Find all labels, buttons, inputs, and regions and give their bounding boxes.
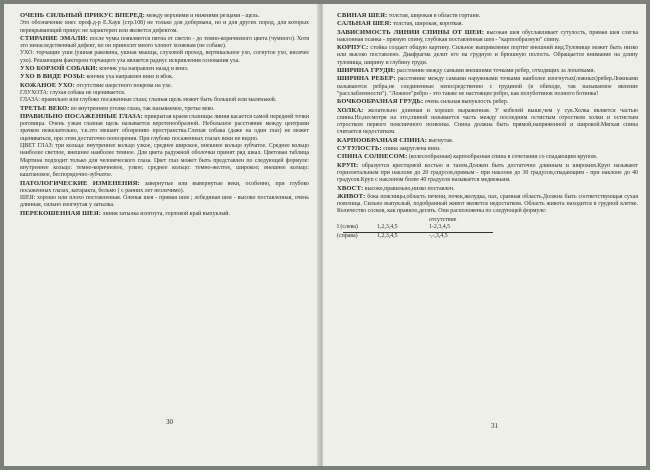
term-text: кончик уха направлен вниз и вбок. <box>85 74 174 81</box>
paragraph <box>20 105 309 113</box>
term-text: Это обозначение внес проф.д-р Е.Хаук (стр.108) не только для добермана, но и для других пород, для которых перекрывающий прикус не характерен или является дефектом. <box>20 20 309 34</box>
paragraph <box>337 185 638 193</box>
term-text: расстояние между самыми наружными точками наиболее изогнутых(ложных)ребер.Ложными называются ребра,не соединенные непосредственно с грудиной (в обиходе, так называемое явление "расслабленности"). "Ложное"ребро - это также не настоящее ребро, как полуботинок полного ботинка! <box>337 76 638 97</box>
page-number-right: 31 <box>491 422 498 430</box>
term-text: завернутые или вывернутые веки, особенно, при глубоко посаженных глазах, катаракта, бельмо ( с ранних лет незлечимо). <box>20 180 310 194</box>
term-heading: ПАТОЛОГИЧЕСКИЕ ИЗМЕНЕНИЯ: <box>20 179 140 187</box>
term-text: ГЛАЗА: правильно или глубоко посаженные глаза; глазная щель может быть большой или маленькой. <box>20 97 277 104</box>
paragraph <box>337 153 638 161</box>
left-page-text <box>20 12 309 218</box>
paragraph <box>20 50 309 65</box>
paragraph <box>337 44 638 67</box>
term-text: очень сильная выпуклость ребер. <box>423 99 509 106</box>
term-text: линия затылка изогнута, горловой край выпуклый. <box>101 210 230 217</box>
term-heading: ШИРИНА РЕБЕР: <box>337 75 396 83</box>
term-heading: БОЧКООБРАЗНАЯ ГРУДЬ: <box>337 98 424 106</box>
paragraph <box>337 67 638 75</box>
term-text: стойка создает общую картину. Сильное выпрямление портит внешний вид.Туловище может быть низко или высоко поставлено. Диафрагма делит его на грудную и брюшную полость. Обращается внимание на длину туловища, ширину и глубину груди. <box>337 45 638 66</box>
nipple-formula <box>337 217 638 241</box>
term-heading: КРУП: <box>337 161 359 169</box>
term-heading: ПЕРЕКОШЕННАЯ ШЕЯ: <box>20 209 102 217</box>
term-heading: ПРАВИЛЬНО ПОСАЖЕННЫЕ ГЛАЗА: <box>20 112 143 120</box>
term-heading: СВИНАЯ ШЕЯ: <box>337 12 388 19</box>
page-number-left: 30 <box>166 418 173 426</box>
formula-value: 1,2,3,4,5 <box>377 233 398 240</box>
term-text: ГЛУХОТА: глухая собака не оценивается. <box>20 89 126 96</box>
formula-value: 1-2,3,4,5 <box>429 224 451 231</box>
paragraph <box>337 145 638 153</box>
paragraph <box>337 162 638 185</box>
term-heading: КАРПООБРАЗНАЯ СПИНА: <box>337 136 427 144</box>
term-text: образуется крестцовой костью и тазом.Должен быть достаточно длинным и широким.Круп называют горизонтальным при наклоне до 20 градусов,прямым - при наклоне до 30 градусов,спадающим - при наклоне до 40 градусов.Круп с наклоном более 40 градусов называется медвежьим. <box>337 162 638 184</box>
formula-label: (справа) <box>337 233 358 240</box>
term-text: между верхними и нижними резцами - щель. <box>144 13 260 19</box>
term-heading: ШИРИНА ГРУДИ: <box>337 67 396 75</box>
term-heading: ТРЕТЬЕ ВЕКО: <box>20 104 70 112</box>
term-text: УХО: торчащие уши (ушная раковина, ушная мышца, слуховой проход, вертикальное ухо, согнутое ухо, висячее ухо). Решающим фактором торчащего уха является радиус искривления основания уха. <box>20 50 309 64</box>
paragraph <box>20 143 309 179</box>
formula-label: I (слева) <box>337 224 358 231</box>
term-text: расстояние между самыми внешними точками ребер, отходящих за лопатками. <box>395 68 596 75</box>
term-text: высоко,правильно,низко поставлен. <box>363 185 455 192</box>
term-heading: ХВОСТ: <box>337 184 364 192</box>
term-text: отсутствие шерстного покрова на ухе. <box>74 82 173 89</box>
term-heading: СПИНА СОЛНЕСОМ: <box>337 153 408 161</box>
formula-value: -,-,3,4,5 <box>429 233 448 240</box>
term-text: толстая, широкая в области гортани. <box>387 13 481 19</box>
term-heading: ЗАВИСИМОСТЬ ЛИНИИ СПИНЫ ОТ ШЕИ: <box>337 28 485 36</box>
term-text: (колесообразная) карпообразная спина в сочетании со спадающим крупом. <box>407 154 598 161</box>
term-heading: УХО В ВИДЕ РОЗЫ: <box>20 73 86 81</box>
paragraph <box>337 193 638 216</box>
term-text: во внутреннем уголке глаза, так называемое, третье веко. <box>69 105 215 112</box>
term-heading: ОЧЕНЬ СИЛЬНЫЙ ПРИКУС ВПЕРЕД: <box>20 12 145 19</box>
term-heading: КОЖАНОЕ УХО: <box>20 81 75 89</box>
paragraph <box>337 75 638 98</box>
formula-row-left <box>337 224 638 231</box>
formula-row-right <box>337 233 638 240</box>
paragraph <box>20 210 309 218</box>
term-text: выгнутая. <box>426 137 454 144</box>
formula-header: отсутствие <box>429 216 457 223</box>
term-heading: САЛЬНАЯ ШЕЯ: <box>337 20 392 28</box>
right-page <box>323 4 646 466</box>
term-heading: ХОЛКА: <box>337 106 364 114</box>
paragraph <box>20 195 309 210</box>
term-text: кончик уха направлен назад и вниз. <box>97 66 189 73</box>
paragraph <box>20 82 309 90</box>
paragraph <box>20 97 309 104</box>
term-text: желательно длинная и хорошо выраженная. У кобелей выше,чем у сук.Холка является частью спины.Но,несмотря на это,спиной называется часть между последним остистым отростком холки и остистым отростком первого поясничного позвонка. Спина должна быть прямой,напряженной и широкой.Мягкая спина считается недостатком. <box>337 107 638 136</box>
term-heading: УХО БОРЗОЙ СОБАКИ: <box>20 65 98 73</box>
term-text: спина закруглена вниз. <box>381 146 441 153</box>
paragraph <box>20 65 309 73</box>
right-page-text <box>337 12 638 216</box>
term-text: ШЕЯ: хорошо или плохо поставленная. Оленья шея - прямая шея ; лебединая шея - высоко поставленная, очень длинная, сильно изогнутая у затылка. <box>20 195 309 209</box>
term-text: ЦВЕТ ГЛАЗ: три кольца: внутреннее кольцо узкое, среднее широкое, внешнее кольцо зубчатое. Среднее кольцо наиболее светлое, внешнее наиболее темное. Для цвета радужной оболочки принят ряд шкал. Цветовая таблица Мартина подходит только для человеческого глаза. Цвет глаз может быть представлен по следующей формуле: внутреннее кольцо: темно-коричневое, узкое; среднее кольцо: темно-желтое, широкое; внешнее кольцо: каштановое, беспорядочно-зубчатое. <box>20 143 309 179</box>
formula-value: 1,2,3,4,5 <box>377 224 398 231</box>
paragraph <box>337 107 638 137</box>
term-heading: СУТУЛОСТЬ: <box>337 145 382 153</box>
term-text: толстая, широкая, короткая. <box>391 21 463 28</box>
term-text: высокая шея обуславливает сутулость, прямая шея слегка наклонная осанка - прямую спину, глубокая поставленная шея - "карпообразную" спину. <box>337 29 638 43</box>
paragraph <box>20 73 309 81</box>
term-text: прикрытая краем глазницы линия касается самой передней точки роговицы. Очень узкая глазная щель называется веретенообразной. Небольшое расстояние между центрами зрачков нежелательно, т.к.это мешает обозрению пространства.Слепая собака (даже на один глаз) не может оцениваться, при этом достаточно попозрения. При глубоко посаженных глазах веки не видно. <box>20 113 310 142</box>
paragraph <box>20 20 309 35</box>
paragraph <box>20 113 309 143</box>
left-page <box>4 4 319 466</box>
term-text: после чумы появляются пятна от светло - до темно-коричневого цвета (чумного). Хотя это ненаследственный дефект, но он приносит много хлопот хозяевам (не собаке). <box>20 35 309 50</box>
term-heading: КОРПУС: <box>337 44 369 52</box>
term-heading: СТИРАНИЕ ЭМАЛИ: <box>20 34 88 42</box>
paragraph <box>337 12 638 20</box>
paragraph <box>337 98 638 106</box>
paragraph <box>337 20 638 28</box>
paragraph <box>337 29 638 45</box>
term-heading: ЖИВОТ: <box>337 192 366 200</box>
term-text: бока поясницы,область печени, почек,желудка, пах, срамная область.Должна быть соответствующая сухая поясница. Сильно выпуклый, подобранный живот является недостатком. Область живота находится в грудной клетке. Количество сосков, как правило,десять. Они расположены по следующей формуле: <box>337 193 638 215</box>
paragraph <box>20 180 309 196</box>
paragraph <box>337 137 638 145</box>
paragraph <box>20 35 309 51</box>
